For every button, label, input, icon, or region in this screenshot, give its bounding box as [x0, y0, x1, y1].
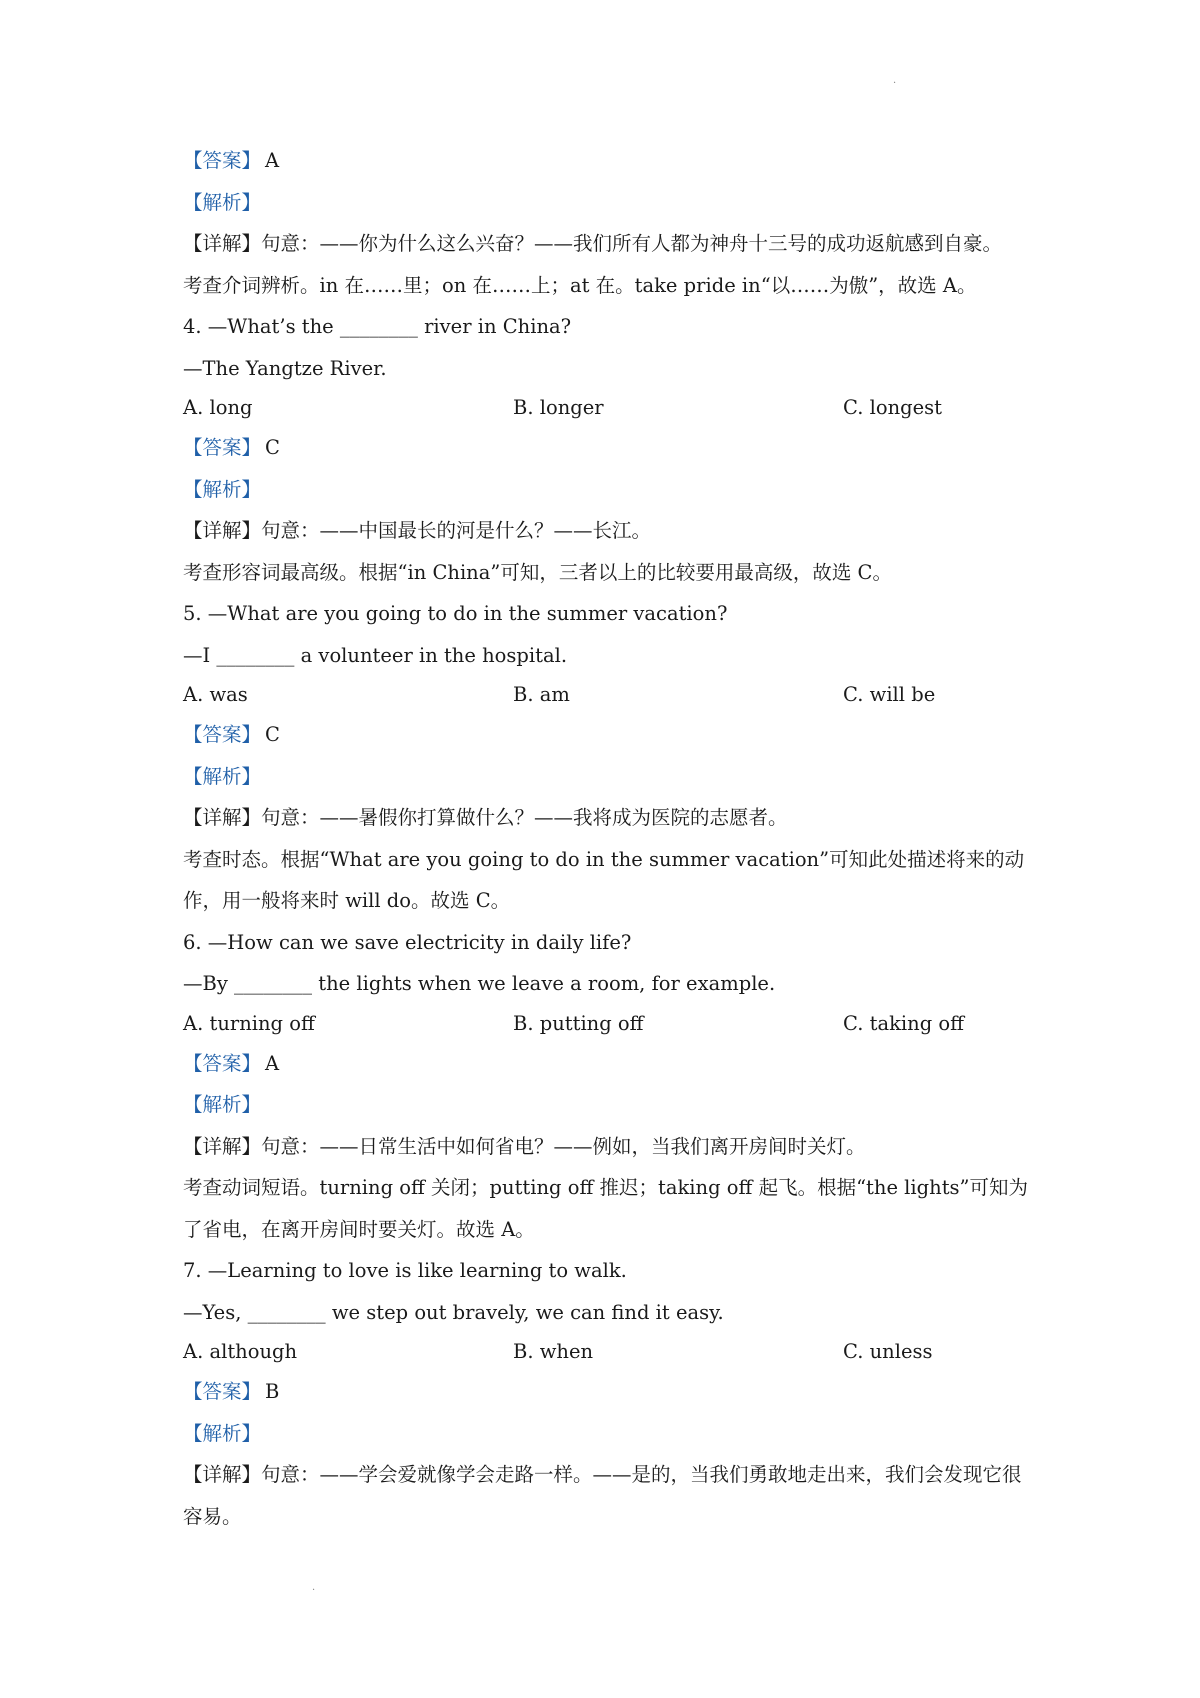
detail-line: 【详解】句意：——你为什么这么兴奋？——我们所有人都为神舟十三号的成功返航感到自豪。: [183, 232, 1003, 255]
answer-line: 【答案】 A: [183, 1051, 280, 1075]
explain-line: 考查动词短语。turning off 关闭；putting off 推迟；taking off 起飞。根据“the lights”可知为了省电，在离开房间时要关灯。故选 A。: [183, 1176, 1029, 1241]
analysis-line: 【解析】: [183, 764, 262, 788]
explain-line: 考查形容词最高级。根据“in China”可知，三者以上的比较要用最高级，故选 C。: [183, 560, 892, 584]
question-line: 7. —Learning to love is like learning to walk.: [183, 1259, 627, 1282]
answer-line: 【答案】 B: [183, 1380, 280, 1403]
analysis-line: 【解析】: [183, 477, 262, 501]
explain-line: 考查时态。根据“What are you going to do in the summer vacation”可知此处描述将来的动作，用一般将来时 will do。故选 C。: [183, 847, 1025, 912]
page-mark: ·: [312, 1585, 316, 1596]
option-c: C. taking off: [843, 1011, 964, 1035]
option-a: A. although: [183, 1340, 298, 1363]
option-b: B. longer: [513, 396, 604, 419]
option-a: A. long: [183, 396, 253, 419]
detail-line: 【详解】句意：——中国最长的河是什么？——长江。: [183, 519, 652, 542]
analysis-line: 【解析】: [183, 1421, 262, 1445]
option-a: A. turning off: [183, 1011, 315, 1035]
detail-line: 【详解】句意：——暑假你打算做什么？——我将成为医院的志愿者。: [183, 806, 788, 829]
answer-line: 【答案】 C: [183, 723, 280, 746]
options-row: [183, 1333, 1033, 1371]
options-row: [183, 1005, 1033, 1043]
option-b: B. putting off: [513, 1011, 644, 1035]
option-b: B. when: [513, 1340, 594, 1363]
options-row: [183, 389, 1033, 427]
explain-line: 考查介词辨析。in 在……里；on 在……上；at 在。take pride in“以……为傲”，故选 A。: [183, 273, 977, 297]
detail-line: 【详解】句意：——日常生活中如何省电？——例如，当我们离开房间时关灯。: [183, 1134, 866, 1158]
answer-line: 【答案】 C: [183, 436, 280, 459]
question-line: 4. —What’s the ________ river in China?: [183, 315, 572, 338]
reply-line: —Yes, ________ we step out bravely, we can find it easy.: [183, 1300, 724, 1324]
option-b: B. am: [513, 683, 570, 706]
option-c: C. will be: [843, 683, 936, 706]
detail-line: 【详解】句意：——学会爱就像学会走路一样。——是的，当我们勇敢地走出来，我们会发现它很容易。: [183, 1463, 1022, 1528]
question-line: 6. —How can we save electricity in daily life?: [183, 930, 632, 954]
analysis-line: 【解析】: [183, 190, 262, 214]
question-line: 5. —What are you going to do in the summer vacation?: [183, 602, 728, 625]
option-c: C. unless: [843, 1340, 933, 1363]
reply-line: —By ________ the lights when we leave a room, for example.: [183, 972, 776, 995]
option-a: A. was: [183, 683, 248, 706]
reply-line: —I ________ a volunteer in the hospital.: [183, 643, 568, 667]
analysis-line: 【解析】: [183, 1093, 262, 1116]
option-c: C. longest: [843, 396, 943, 419]
page-mark: ·: [893, 78, 897, 89]
reply-line: —The Yangtze River.: [183, 356, 387, 380]
options-row: [183, 676, 1033, 714]
document-content: [183, 140, 1033, 1537]
answer-line: 【答案】 A: [183, 149, 280, 172]
